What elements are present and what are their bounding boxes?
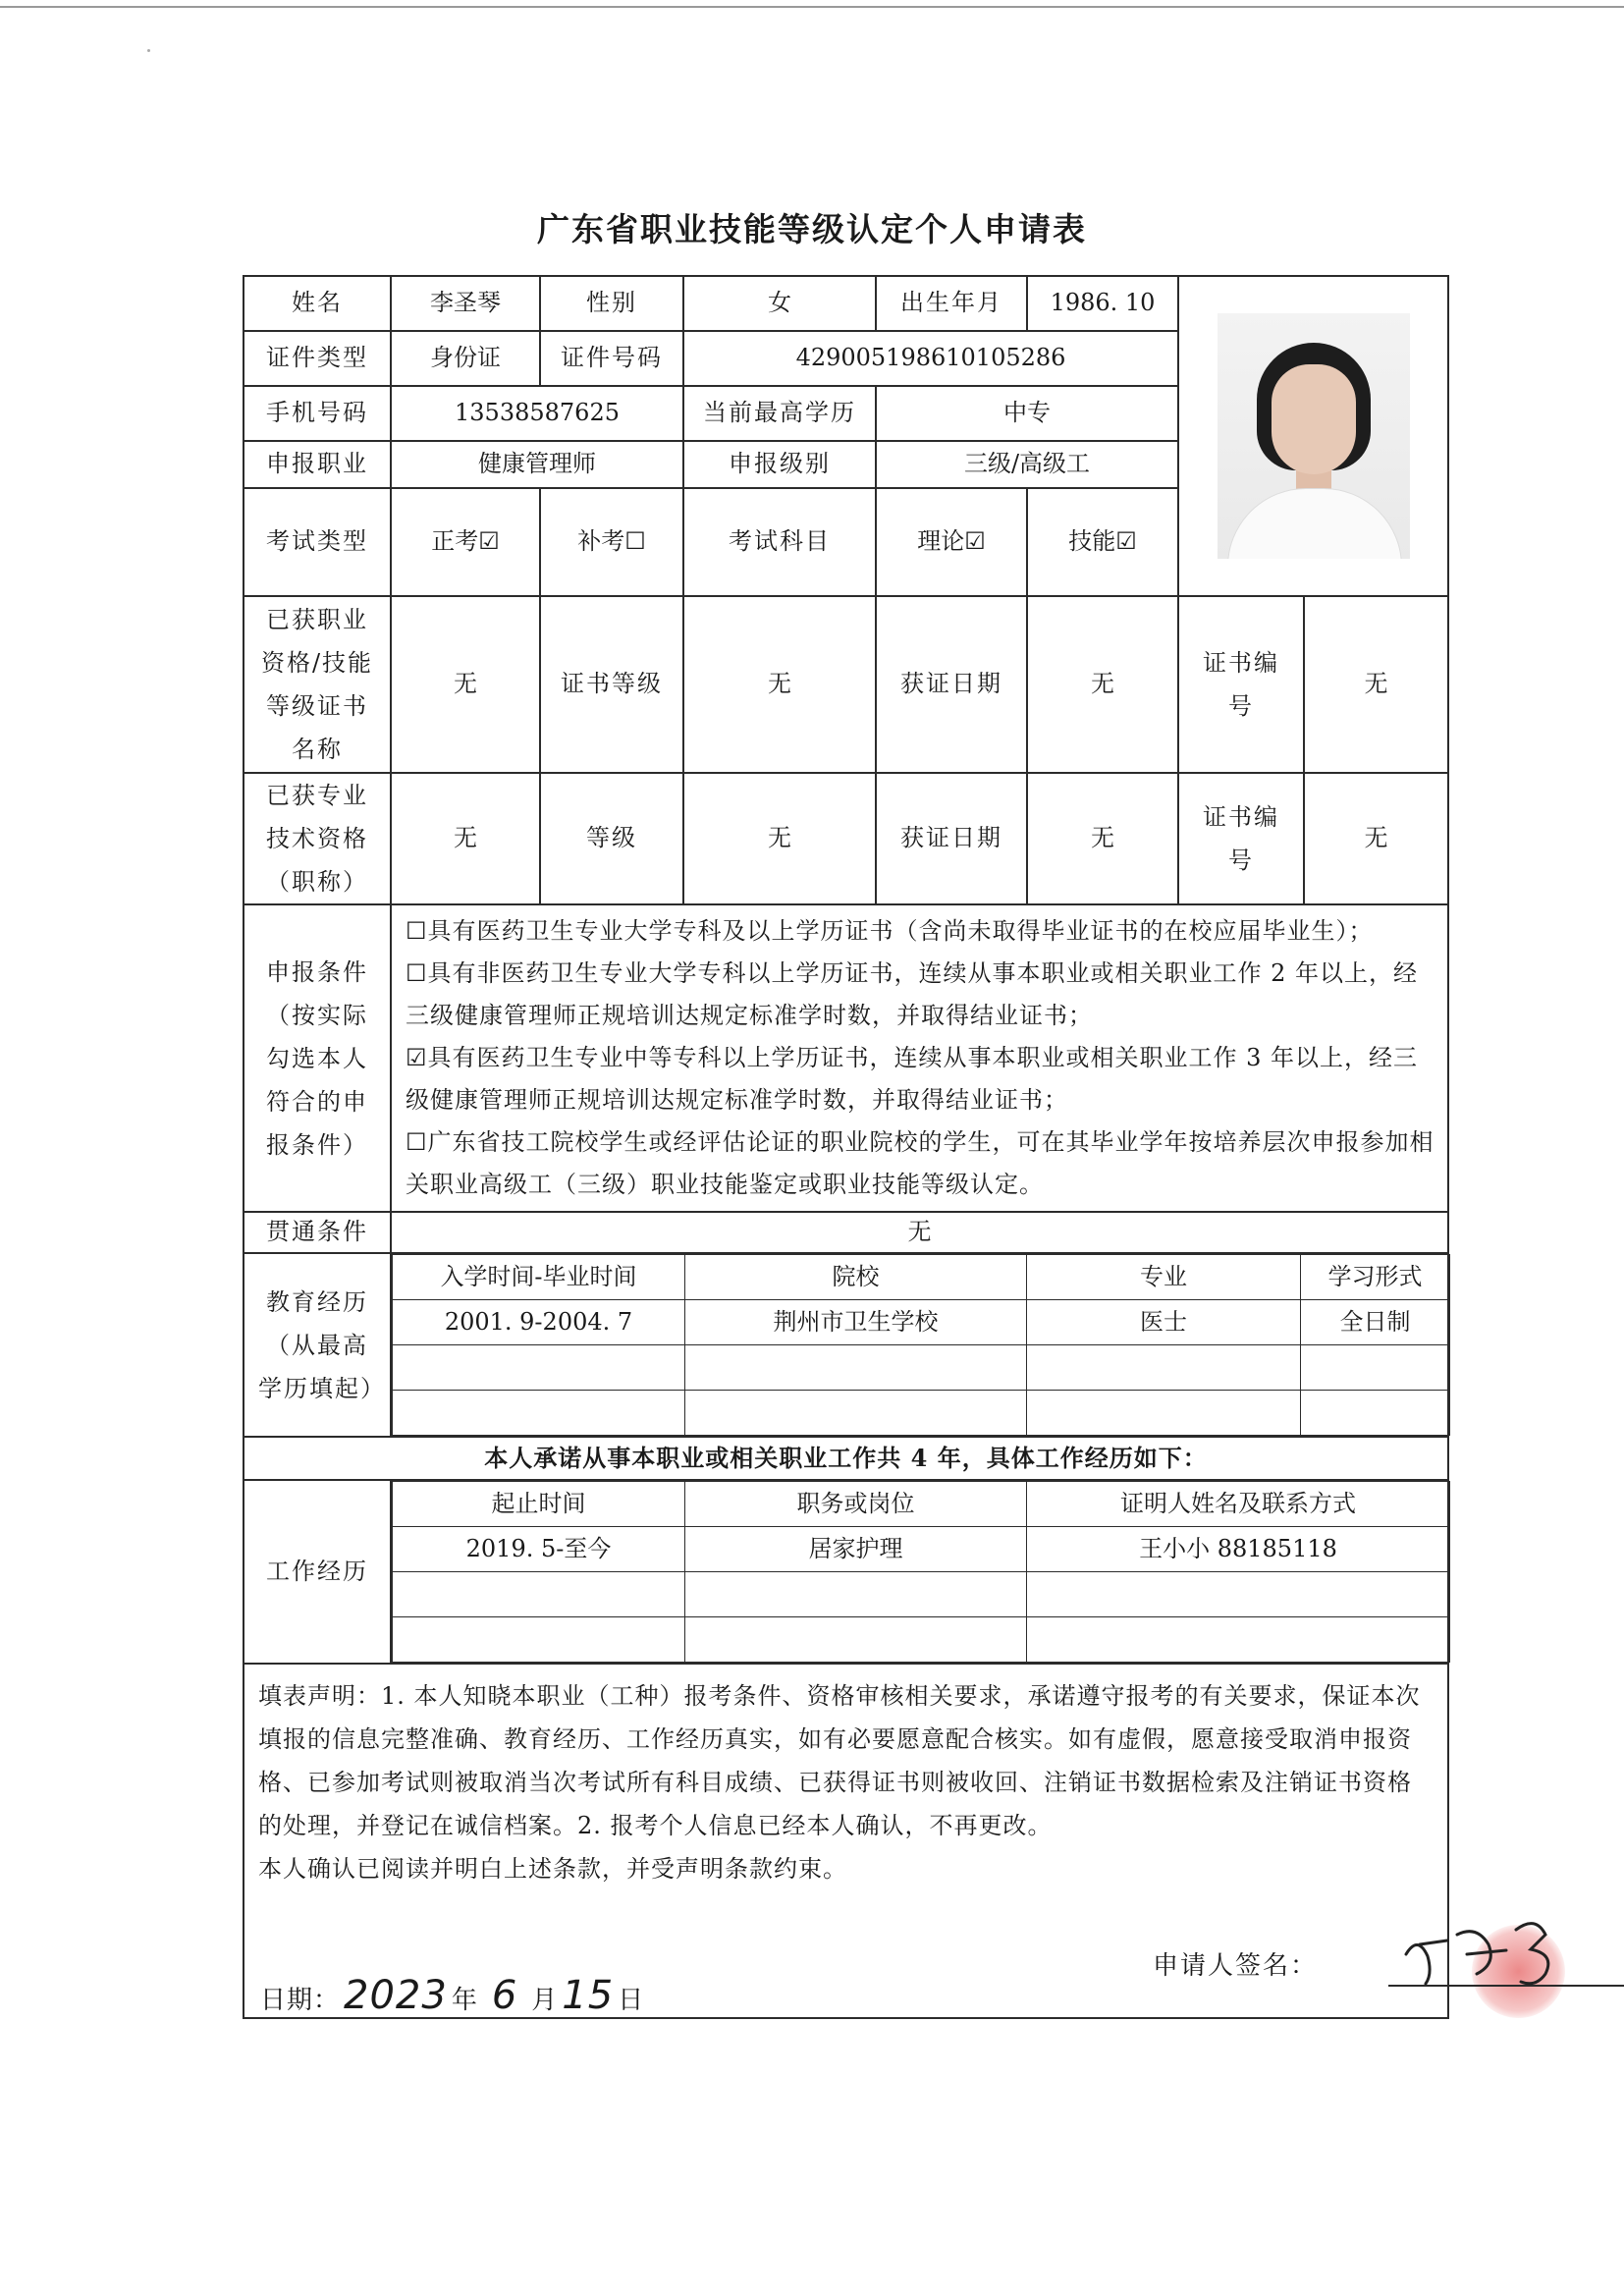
conditions-list	[391, 904, 1448, 1212]
date-day: 15	[558, 1974, 618, 2019]
cert-date-value: 无	[1027, 596, 1178, 773]
day-unit: 日	[618, 1986, 645, 2015]
date-line	[260, 1974, 644, 2022]
applicant-photo	[1218, 313, 1410, 559]
declaration-text: 填表声明：1. 本人知晓本职业（工种）报考条件、资格审核相关要求，承诺遵守报考的有关要求，保证本次填报的信息完整准确、教育经历、工作经历真实，如有必要愿意配合核实。如有虚假，愿意接受取消申报资格、已参加考试则被取消当次考试所有科目成绩、已获得证书则被收回、注销证书数据检索及注销证书资格的处理，并登记在诚信档案。2. 报考个人信息已经本人确认，不再更改。	[258, 1682, 1421, 1839]
work-row1-reference: 王小小 88185118	[1027, 1527, 1450, 1572]
main-table	[243, 275, 1449, 2019]
condition-item-1: ☐具有医药卫生专业大学专科及以上学历证书（含尚未取得毕业证书的在校应届毕业生）；	[406, 917, 1374, 945]
checkbox-skill: ☑	[1115, 527, 1137, 556]
cert-no-value: 无	[1304, 596, 1448, 773]
photo-cell	[1178, 276, 1448, 596]
edu-row3-major	[1027, 1391, 1301, 1436]
month-unit: 月	[531, 1986, 559, 2015]
tech-no-value: 无	[1304, 773, 1448, 904]
exam-regular: 正考☑	[391, 488, 540, 596]
condition-checkbox-3: ☑	[406, 1044, 428, 1071]
tech-label: 已获专业技术资格（职称）	[244, 773, 391, 904]
name-value: 李圣琴	[391, 276, 540, 331]
signature-label: 申请人签名：	[1153, 1951, 1319, 1981]
level-label: 申报级别	[683, 441, 876, 488]
id-no-label: 证件号码	[540, 331, 683, 386]
cert-level-label: 证书等级	[540, 596, 683, 773]
edu-row2-school	[685, 1345, 1027, 1391]
cert-label: 已获职业资格/技能等级证书名称	[244, 596, 391, 773]
name-label: 姓名	[244, 276, 391, 331]
work-commitment: 本人承诺从事本职业或相关职业工作共 4 年，具体工作经历如下：	[244, 1437, 1448, 1480]
exam-theory: 理论☑	[876, 488, 1027, 596]
gender-label: 性别	[540, 276, 683, 331]
date-month: 6	[478, 1974, 531, 2019]
through-label: 贯通条件	[244, 1212, 391, 1253]
work-row2-position	[685, 1572, 1027, 1617]
work-table	[392, 1481, 1450, 1663]
checkbox-theory: ☑	[964, 527, 986, 556]
id-type-label: 证件类型	[244, 331, 391, 386]
date-year: 2023	[340, 1974, 452, 2019]
edu-row1-time: 2001. 9-2004. 7	[393, 1300, 685, 1345]
exam-skill: 技能☑	[1027, 488, 1178, 596]
tech-date-label: 获证日期	[876, 773, 1027, 904]
edu-header-school: 院校	[685, 1255, 1027, 1300]
through-value: 无	[391, 1212, 1448, 1253]
cert-date-label: 获证日期	[876, 596, 1027, 773]
application-form	[243, 275, 1447, 2018]
edu-row2-time	[393, 1345, 685, 1391]
phone-label: 手机号码	[244, 386, 391, 441]
phone-value: 13538587625	[391, 386, 683, 441]
edu-header-major: 专业	[1027, 1255, 1301, 1300]
edu-row1-major: 医士	[1027, 1300, 1301, 1345]
tech-level-value: 无	[683, 773, 876, 904]
gender-value: 女	[683, 276, 876, 331]
cert-no-label: 证书编号	[1178, 596, 1304, 773]
edu-header-form: 学习形式	[1301, 1255, 1450, 1300]
checkbox-regular: ☑	[478, 527, 500, 556]
condition-item-3: ☑具有医药卫生专业中等专科以上学历证书，连续从事本职业或相关职业工作 3 年以上，经三级健康管理师正规培训达规定标准学时数，并取得结业证书；	[406, 1044, 1419, 1114]
work-row2-time	[393, 1572, 685, 1617]
occupation-value: 健康管理师	[391, 441, 683, 488]
declaration-confirm: 本人确认已阅读并明白上述条款，并受声明条款约束。	[258, 1855, 847, 1883]
date-label: 日期：	[260, 1986, 341, 2015]
edu-row3-time	[393, 1391, 685, 1436]
scan-speck	[147, 49, 150, 52]
birth-label: 出生年月	[876, 276, 1027, 331]
work-label: 工作经历	[244, 1480, 391, 1664]
work-row3-reference	[1027, 1617, 1450, 1663]
edu-row3-school	[685, 1391, 1027, 1436]
edu-label-cell	[244, 1253, 391, 1437]
edu-row2-form	[1301, 1345, 1450, 1391]
condition-item-2: ☐具有非医药卫生专业大学专科以上学历证书，连续从事本职业或相关职业工作 2 年以上，经三级健康管理师正规培训达规定标准学时数，并取得结业证书；	[406, 959, 1419, 1029]
checkbox-makeup: ☐	[624, 527, 646, 556]
edu-note: （从最高学历填起）	[258, 1331, 386, 1402]
birth-value: 1986. 10	[1027, 276, 1178, 331]
conditions-note: （按实际勾选本人符合的申报条件）	[266, 1001, 368, 1159]
exam-makeup: 补考☐	[540, 488, 683, 596]
exam-subject-label: 考试科目	[683, 488, 876, 596]
exam-type-label: 考试类型	[244, 488, 391, 596]
edu-row2-major	[1027, 1345, 1301, 1391]
tech-level-label: 等级	[540, 773, 683, 904]
handwritten-signature	[1398, 1905, 1595, 1994]
work-table-cell	[391, 1480, 1448, 1664]
year-unit: 年	[451, 1986, 478, 2015]
form-title: 广东省职业技能等级认定个人申请表	[537, 210, 1087, 248]
edu-header-time: 入学时间-毕业时间	[393, 1255, 685, 1300]
work-row1-position: 居家护理	[685, 1527, 1027, 1572]
cert-level-value: 无	[683, 596, 876, 773]
tech-no-label: 证书编号	[1178, 773, 1304, 904]
cert-name-value: 无	[391, 596, 540, 773]
conditions-label-cell	[244, 904, 391, 1212]
edu-row3-form	[1301, 1391, 1450, 1436]
education-label: 当前最高学历	[683, 386, 876, 441]
condition-checkbox-4: ☐	[406, 1128, 428, 1156]
id-type-value: 身份证	[391, 331, 540, 386]
level-value: 三级/高级工	[876, 441, 1178, 488]
condition-checkbox-1: ☐	[406, 917, 428, 945]
work-row3-position	[685, 1617, 1027, 1663]
work-row1-time: 2019. 5-至今	[393, 1527, 685, 1572]
edu-table	[392, 1254, 1450, 1436]
tech-name-value: 无	[391, 773, 540, 904]
occupation-label: 申报职业	[244, 441, 391, 488]
work-header-reference: 证明人姓名及联系方式	[1027, 1482, 1450, 1527]
condition-checkbox-2: ☐	[406, 959, 428, 987]
work-row2-reference	[1027, 1572, 1450, 1617]
work-header-time: 起止时间	[393, 1482, 685, 1527]
tech-date-value: 无	[1027, 773, 1178, 904]
edu-row1-form: 全日制	[1301, 1300, 1450, 1345]
scan-top-edge	[0, 6, 1624, 8]
condition-item-4: ☐广东省技工院校学生或经评估论证的职业院校的学生，可在其毕业学年按培养层次申报参加相关职业高级工（三级）职业技能鉴定或职业技能等级认定。	[406, 1128, 1435, 1198]
conditions-label: 申报条件	[266, 957, 368, 986]
declaration-cell	[244, 1664, 1448, 2018]
work-header-position: 职务或岗位	[685, 1482, 1027, 1527]
education-value: 中专	[876, 386, 1178, 441]
work-row3-time	[393, 1617, 685, 1663]
edu-table-cell	[391, 1253, 1448, 1437]
edu-label: 教育经历	[266, 1287, 368, 1316]
edu-row1-school: 荆州市卫生学校	[685, 1300, 1027, 1345]
id-no-value: 429005198610105286	[683, 331, 1178, 386]
